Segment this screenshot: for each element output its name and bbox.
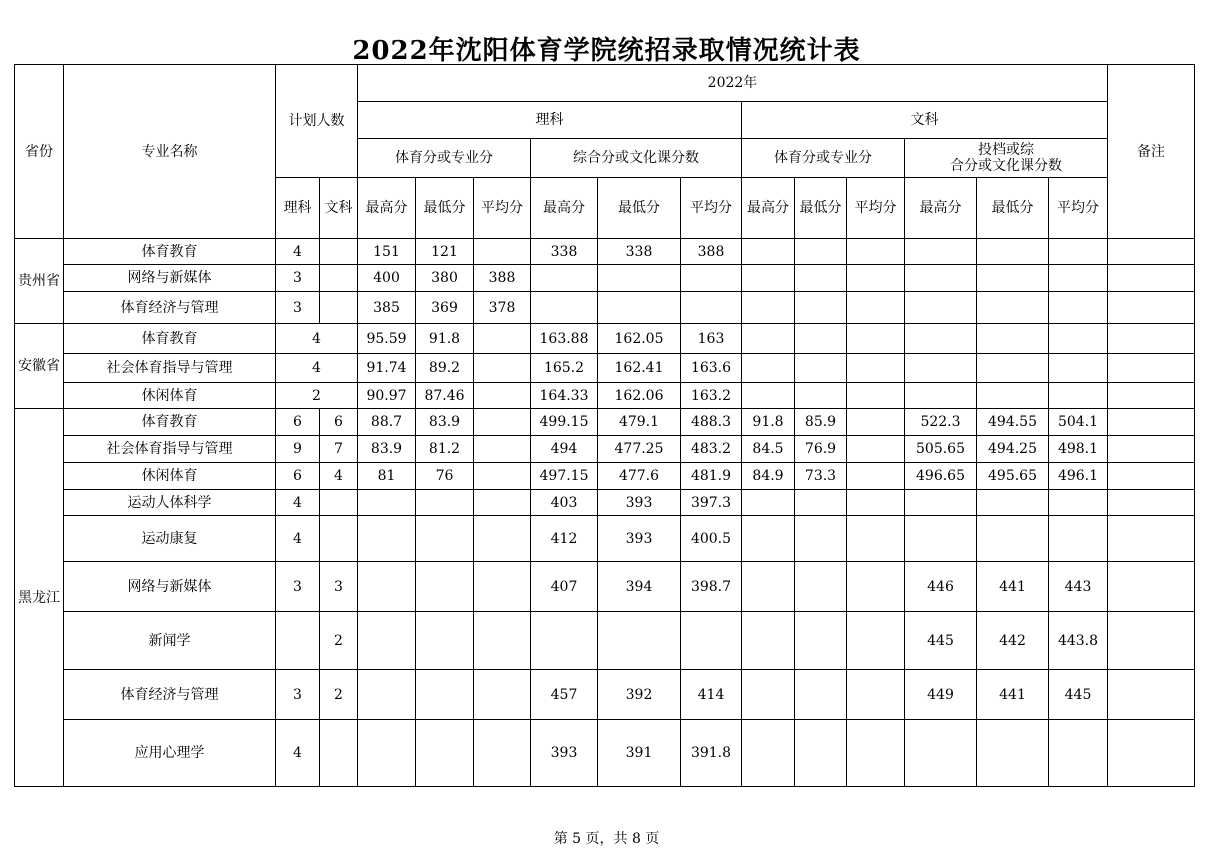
- table-row: [15, 409, 1195, 436]
- plan-science-cell: 9: [276, 436, 320, 463]
- score-cell: [847, 516, 905, 562]
- score-cell: [474, 490, 531, 516]
- col-header-min: 最低分: [977, 178, 1049, 239]
- score-cell: 163.88: [531, 324, 598, 354]
- score-cell: [977, 292, 1049, 324]
- score-cell: [977, 265, 1049, 292]
- year-header: 2022年: [358, 65, 1108, 102]
- score-cell: 412: [531, 516, 598, 562]
- score-cell: 496.1: [1049, 463, 1108, 490]
- score-cell: 91.8: [742, 409, 795, 436]
- score-cell: 397.3: [681, 490, 742, 516]
- score-cell: 394: [598, 562, 681, 612]
- table-row: [15, 612, 1195, 670]
- score-cell: [795, 720, 847, 787]
- score-cell: [847, 562, 905, 612]
- score-cell: 162.41: [598, 354, 681, 383]
- liberal-culture-header-line2: 合分或文化课分数: [950, 158, 1062, 174]
- score-cell: 163: [681, 324, 742, 354]
- plan-science-cell: [276, 612, 320, 670]
- score-cell: 481.9: [681, 463, 742, 490]
- score-cell: 73.3: [795, 463, 847, 490]
- plan-liberal-cell: 7: [320, 436, 358, 463]
- score-cell: [977, 354, 1049, 383]
- score-cell: [847, 324, 905, 354]
- score-cell: [847, 239, 905, 265]
- score-cell: [531, 292, 598, 324]
- score-cell: [742, 354, 795, 383]
- major-cell: 休闲体育: [64, 383, 276, 409]
- score-cell: [358, 562, 416, 612]
- remark-cell: [1108, 490, 1195, 516]
- col-header-max: 最高分: [742, 178, 795, 239]
- score-cell: [742, 562, 795, 612]
- score-cell: 87.46: [416, 383, 474, 409]
- score-cell: [598, 265, 681, 292]
- score-cell: 89.2: [416, 354, 474, 383]
- score-cell: [474, 562, 531, 612]
- score-cell: 494: [531, 436, 598, 463]
- score-cell: 445: [1049, 670, 1108, 720]
- score-cell: [847, 383, 905, 409]
- page-title: 2022年沈阳体育学院统招录取情况统计表: [352, 36, 861, 66]
- score-cell: [905, 324, 977, 354]
- plan-science-cell: 6: [276, 463, 320, 490]
- major-cell: 网络与新媒体: [64, 562, 276, 612]
- score-cell: 477.6: [598, 463, 681, 490]
- score-cell: 81: [358, 463, 416, 490]
- score-cell: [681, 292, 742, 324]
- score-cell: 391: [598, 720, 681, 787]
- score-cell: [847, 436, 905, 463]
- score-cell: 443: [1049, 562, 1108, 612]
- remark-cell: [1108, 612, 1195, 670]
- score-cell: [1049, 354, 1108, 383]
- score-cell: [795, 612, 847, 670]
- score-cell: [742, 324, 795, 354]
- score-cell: 338: [531, 239, 598, 265]
- score-cell: 498.1: [1049, 436, 1108, 463]
- score-cell: 443.8: [1049, 612, 1108, 670]
- score-cell: [905, 516, 977, 562]
- score-cell: 162.06: [598, 383, 681, 409]
- remark-cell: [1108, 265, 1195, 292]
- score-cell: [742, 670, 795, 720]
- score-cell: 407: [531, 562, 598, 612]
- score-cell: 403: [531, 490, 598, 516]
- score-cell: [358, 720, 416, 787]
- score-cell: 380: [416, 265, 474, 292]
- table-row: [15, 383, 1195, 409]
- table-row: [15, 463, 1195, 490]
- score-cell: 457: [531, 670, 598, 720]
- province-header: 省份: [15, 65, 64, 239]
- score-cell: [977, 324, 1049, 354]
- score-cell: 391.8: [681, 720, 742, 787]
- score-cell: [474, 354, 531, 383]
- score-cell: 496.65: [905, 463, 977, 490]
- plan-liberal-cell: 4: [320, 463, 358, 490]
- table-row: [15, 670, 1195, 720]
- score-cell: [1049, 239, 1108, 265]
- table-row: [15, 354, 1195, 383]
- score-cell: 91.8: [416, 324, 474, 354]
- score-cell: [1049, 265, 1108, 292]
- score-cell: 76: [416, 463, 474, 490]
- score-cell: 85.9: [795, 409, 847, 436]
- table-row: [15, 562, 1195, 612]
- score-cell: [905, 292, 977, 324]
- major-cell: 社会体育指导与管理: [64, 436, 276, 463]
- score-cell: [742, 239, 795, 265]
- plan-science-cell: 3: [276, 265, 320, 292]
- score-cell: [795, 670, 847, 720]
- score-cell: 442: [977, 612, 1049, 670]
- score-cell: [905, 239, 977, 265]
- score-cell: 83.9: [358, 436, 416, 463]
- plan-liberal-cell: [320, 516, 358, 562]
- score-cell: [795, 354, 847, 383]
- score-cell: [474, 383, 531, 409]
- plan-liberal-cell: 2: [320, 670, 358, 720]
- col-header-avg: 平均分: [681, 178, 742, 239]
- score-cell: 388: [474, 265, 531, 292]
- score-cell: 163.2: [681, 383, 742, 409]
- score-cell: [416, 612, 474, 670]
- score-cell: 398.7: [681, 562, 742, 612]
- score-cell: 477.25: [598, 436, 681, 463]
- score-cell: [1049, 490, 1108, 516]
- score-cell: 414: [681, 670, 742, 720]
- remark-cell: [1108, 516, 1195, 562]
- major-cell: 体育教育: [64, 409, 276, 436]
- score-cell: [795, 239, 847, 265]
- plan-science-cell: 4: [276, 516, 320, 562]
- score-cell: [847, 720, 905, 787]
- score-cell: 369: [416, 292, 474, 324]
- province-cell: 贵州省: [15, 239, 64, 324]
- score-cell: 95.59: [358, 324, 416, 354]
- score-cell: 393: [598, 516, 681, 562]
- score-cell: [742, 292, 795, 324]
- score-cell: [1049, 720, 1108, 787]
- score-cell: [1049, 516, 1108, 562]
- major-header: 专业名称: [64, 65, 276, 239]
- score-cell: 338: [598, 239, 681, 265]
- score-cell: [416, 670, 474, 720]
- score-cell: [474, 516, 531, 562]
- liberal-culture-score-header: [905, 139, 1108, 178]
- col-header-min: 最低分: [598, 178, 681, 239]
- score-cell: [358, 670, 416, 720]
- score-cell: [416, 562, 474, 612]
- plan-cell: 2: [276, 383, 358, 409]
- major-cell: 社会体育指导与管理: [64, 354, 276, 383]
- plan-liberal-cell: [320, 720, 358, 787]
- plan-science-cell: 6: [276, 409, 320, 436]
- score-cell: [795, 292, 847, 324]
- score-cell: [531, 612, 598, 670]
- score-cell: 522.3: [905, 409, 977, 436]
- remark-cell: [1108, 383, 1195, 409]
- table-row: [15, 436, 1195, 463]
- province-cell: 黑龙江: [15, 409, 64, 787]
- score-cell: [847, 292, 905, 324]
- major-cell: 新闻学: [64, 612, 276, 670]
- score-cell: 81.2: [416, 436, 474, 463]
- remark-cell: [1108, 324, 1195, 354]
- table-row: [15, 239, 1195, 265]
- score-cell: [358, 490, 416, 516]
- score-cell: [795, 383, 847, 409]
- remark-cell: [1108, 463, 1195, 490]
- table-row: [15, 516, 1195, 562]
- score-cell: 497.15: [531, 463, 598, 490]
- plan-science-header: 理科: [276, 178, 320, 239]
- plan-science-cell: 3: [276, 670, 320, 720]
- score-cell: [474, 324, 531, 354]
- score-cell: [474, 436, 531, 463]
- liberal-sport-score-header: 体育分或专业分: [742, 139, 905, 178]
- score-cell: 393: [598, 490, 681, 516]
- score-cell: 483.2: [681, 436, 742, 463]
- score-cell: 84.9: [742, 463, 795, 490]
- score-cell: [795, 324, 847, 354]
- major-cell: 运动康复: [64, 516, 276, 562]
- plan-cell: 4: [276, 324, 358, 354]
- col-header-min: 最低分: [416, 178, 474, 239]
- score-cell: [795, 265, 847, 292]
- score-cell: 88.7: [358, 409, 416, 436]
- score-cell: [847, 354, 905, 383]
- score-cell: [905, 383, 977, 409]
- score-cell: [358, 516, 416, 562]
- remark-cell: [1108, 670, 1195, 720]
- plan-liberal-cell: [320, 292, 358, 324]
- score-cell: [905, 720, 977, 787]
- plan-liberal-header: 文科: [320, 178, 358, 239]
- score-cell: 499.15: [531, 409, 598, 436]
- score-cell: 121: [416, 239, 474, 265]
- page-footer: 第 5 页，共 8 页: [553, 831, 660, 847]
- table-row: [15, 265, 1195, 292]
- score-cell: 83.9: [416, 409, 474, 436]
- score-cell: 388: [681, 239, 742, 265]
- score-cell: [847, 265, 905, 292]
- score-cell: 446: [905, 562, 977, 612]
- score-cell: [474, 720, 531, 787]
- score-cell: [1049, 324, 1108, 354]
- score-cell: [681, 612, 742, 670]
- score-cell: 400: [358, 265, 416, 292]
- science-header: 理科: [358, 102, 742, 139]
- score-cell: 441: [977, 670, 1049, 720]
- score-cell: [416, 490, 474, 516]
- col-header-avg: 平均分: [1049, 178, 1108, 239]
- score-cell: [742, 490, 795, 516]
- remark-header: 备注: [1108, 65, 1195, 239]
- remark-cell: [1108, 239, 1195, 265]
- score-cell: 488.3: [681, 409, 742, 436]
- remark-cell: [1108, 436, 1195, 463]
- score-cell: [977, 383, 1049, 409]
- remark-cell: [1108, 409, 1195, 436]
- score-cell: 494.55: [977, 409, 1049, 436]
- score-cell: 449: [905, 670, 977, 720]
- table-row: [15, 292, 1195, 324]
- score-cell: 445: [905, 612, 977, 670]
- score-cell: 495.65: [977, 463, 1049, 490]
- score-cell: [1049, 292, 1108, 324]
- science-culture-score-header: 综合分或文化课分数: [531, 139, 742, 178]
- score-cell: 164.33: [531, 383, 598, 409]
- score-cell: [977, 490, 1049, 516]
- plan-science-cell: 4: [276, 490, 320, 516]
- score-cell: 392: [598, 670, 681, 720]
- score-cell: [358, 612, 416, 670]
- science-sport-score-header: 体育分或专业分: [358, 139, 531, 178]
- col-header-max: 最高分: [905, 178, 977, 239]
- score-cell: 494.25: [977, 436, 1049, 463]
- admission-stats-table: [14, 64, 1195, 787]
- score-cell: [681, 265, 742, 292]
- score-cell: [977, 516, 1049, 562]
- major-cell: 体育教育: [64, 239, 276, 265]
- score-cell: [1049, 383, 1108, 409]
- score-cell: 151: [358, 239, 416, 265]
- score-cell: [742, 265, 795, 292]
- score-cell: [742, 383, 795, 409]
- col-header-avg: 平均分: [847, 178, 905, 239]
- plan-liberal-cell: 2: [320, 612, 358, 670]
- score-cell: [416, 516, 474, 562]
- score-cell: 84.5: [742, 436, 795, 463]
- score-cell: [847, 612, 905, 670]
- remark-cell: [1108, 720, 1195, 787]
- score-cell: [598, 292, 681, 324]
- province-cell: 安徽省: [15, 324, 64, 409]
- plan-header: 计划人数: [276, 65, 358, 178]
- score-cell: 76.9: [795, 436, 847, 463]
- score-cell: 378: [474, 292, 531, 324]
- score-cell: 90.97: [358, 383, 416, 409]
- plan-science-cell: 4: [276, 239, 320, 265]
- score-cell: [474, 670, 531, 720]
- score-cell: [977, 239, 1049, 265]
- score-cell: 441: [977, 562, 1049, 612]
- score-cell: [474, 239, 531, 265]
- score-cell: [742, 516, 795, 562]
- score-cell: [795, 516, 847, 562]
- score-cell: [977, 720, 1049, 787]
- major-cell: 体育经济与管理: [64, 670, 276, 720]
- table-row: [15, 720, 1195, 787]
- score-cell: 393: [531, 720, 598, 787]
- score-cell: [795, 562, 847, 612]
- major-cell: 应用心理学: [64, 720, 276, 787]
- remark-cell: [1108, 562, 1195, 612]
- score-cell: [847, 670, 905, 720]
- liberal-culture-header-line1: 投档或综: [978, 142, 1034, 158]
- score-cell: 505.65: [905, 436, 977, 463]
- score-cell: [742, 612, 795, 670]
- liberal-header: 文科: [742, 102, 1108, 139]
- score-cell: [847, 490, 905, 516]
- score-cell: [474, 409, 531, 436]
- score-cell: [416, 720, 474, 787]
- col-header-max: 最高分: [531, 178, 598, 239]
- score-cell: [474, 463, 531, 490]
- score-cell: 400.5: [681, 516, 742, 562]
- remark-cell: [1108, 292, 1195, 324]
- score-cell: [905, 490, 977, 516]
- major-cell: 休闲体育: [64, 463, 276, 490]
- plan-liberal-cell: 6: [320, 409, 358, 436]
- score-cell: [531, 265, 598, 292]
- plan-science-cell: 3: [276, 562, 320, 612]
- plan-liberal-cell: [320, 239, 358, 265]
- score-cell: 165.2: [531, 354, 598, 383]
- col-header-min: 最低分: [795, 178, 847, 239]
- score-cell: [742, 720, 795, 787]
- plan-liberal-cell: [320, 490, 358, 516]
- major-cell: 体育经济与管理: [64, 292, 276, 324]
- plan-cell: 4: [276, 354, 358, 383]
- score-cell: 91.74: [358, 354, 416, 383]
- score-cell: [905, 265, 977, 292]
- plan-liberal-cell: 3: [320, 562, 358, 612]
- score-cell: [795, 490, 847, 516]
- table-row: [15, 324, 1195, 354]
- table-row: [15, 490, 1195, 516]
- plan-liberal-cell: [320, 265, 358, 292]
- remark-cell: [1108, 354, 1195, 383]
- col-header-max: 最高分: [358, 178, 416, 239]
- score-cell: 504.1: [1049, 409, 1108, 436]
- score-cell: [905, 354, 977, 383]
- score-cell: 479.1: [598, 409, 681, 436]
- major-cell: 运动人体科学: [64, 490, 276, 516]
- score-cell: 163.6: [681, 354, 742, 383]
- major-cell: 网络与新媒体: [64, 265, 276, 292]
- score-cell: 162.05: [598, 324, 681, 354]
- col-header-avg: 平均分: [474, 178, 531, 239]
- score-cell: 385: [358, 292, 416, 324]
- score-cell: [474, 612, 531, 670]
- score-cell: [847, 463, 905, 490]
- plan-science-cell: 4: [276, 720, 320, 787]
- plan-science-cell: 3: [276, 292, 320, 324]
- score-cell: [847, 409, 905, 436]
- score-cell: [598, 612, 681, 670]
- major-cell: 体育教育: [64, 324, 276, 354]
